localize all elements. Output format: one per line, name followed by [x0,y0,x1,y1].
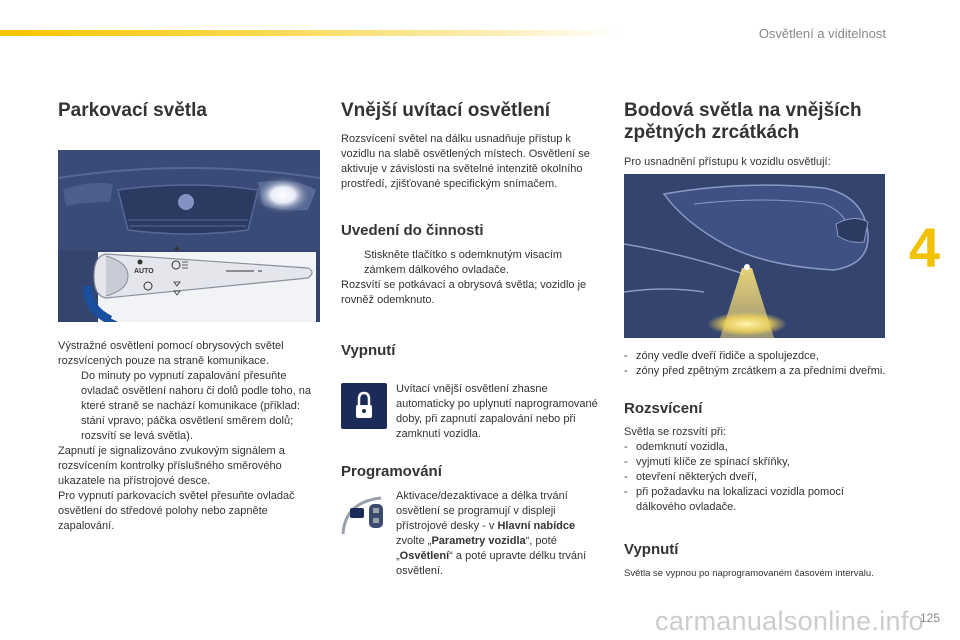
list-item: - otevření některých dveří, [624,471,758,483]
chapter-title: Osvětlení a viditelnost [758,26,886,41]
programming-section [341,463,603,480]
headlight-stalk-drawing [58,150,320,322]
programming-text: Aktivace/dezaktivace a délka trvání osvětlení se programují v displeji přístrojové desky - v Hlavní nabídce zvolte „Parametry vozidla“, poté „Osvětlení“ a poté upravte délku trvání osvětlení. [396,490,587,577]
lock-drawing [341,383,387,429]
header-accent-bar [0,30,620,36]
steering-controls-drawing [341,494,391,536]
list-item: - zóny vedle dveří řidiče a spolujezdce, [624,350,819,362]
off-text-block [396,382,604,442]
chapter-number: 4 [908,216,940,279]
menu-vehicle-parameters: Parametry vozidla [431,535,526,547]
activation-text: Rozsvítí se potkávací a obrysová světla; vozidlo je rovněž odemknuto. [341,279,587,306]
welcome-intro: Rozsvícení světel na dálku usnadňuje přístup k vozidlu na slabě osvětlených místech. Osvětlení se aktivuje v závislosti na světelné intenzitě okolního prostředí, zjišťované specifickým snímačem. [341,133,590,190]
section-title-parking-lights: Parkovací světla [58,100,207,121]
list-item: - odemknutí vozidla, [624,441,728,453]
steering-wheel-controls-icon [341,494,391,536]
menu-main: Hlavní nabídce [497,520,576,532]
svg-text:AUTO: AUTO [134,268,154,275]
column-parking-lights-text [58,339,320,534]
mirror-zones-list [624,349,886,581]
mirror-spotlight-drawing [624,174,885,338]
headlight-and-stalk-illustration [58,150,320,322]
list-item: - při požadavku na lokalizaci vozidla pomocí dálkového ovladače. [624,486,844,513]
section-title-off: Vypnutí [341,342,396,359]
section-title-mirror-spotlights: Bodová světla na vnějších zpětných zrcátkách [624,100,862,143]
section-title-lighting: Rozsvícení [624,400,703,417]
section-title-programming: Programování [341,463,442,480]
column-welcome-lighting [341,100,603,359]
welcome-off-text: Uvítací vnější osvětlení zhasne automaticky po uplynutí naprogramované doby, při zapnutí zapalování nebo při zamknutí vozidla. [396,383,598,440]
column-parking-lights [58,100,320,122]
activation-bullet [341,248,603,278]
parking-bullet-text: Do minuty po vypnutí zapalování přesuňte ovladač osvětlení nahoru či dolů podle toho, na které straně se nachází komunikace (příklad: stání vpravo; páčka osvětlení směrem dolů; rozsvítí se levá světla). [81,370,311,442]
mirror-spotlight-illustration [624,174,885,338]
mirror-off-text: Světla se vypnou po naprogramovaném časovém intervalu. [624,568,874,579]
page-number: 125 [919,611,940,625]
parking-paragraph-2: Zapnutí je signalizováno zvukovým signálem a rozsvícením kontrolky příslušného směrového ukazatele na přístrojové desce. [58,445,285,487]
programming-text-block [396,489,604,579]
column-mirror-spotlights [624,100,886,170]
parking-bullet-1 [58,369,320,444]
lighting-intro: Světla se rozsvítí při: [624,426,727,438]
section-title-welcome-lighting: Vnější uvítací osvětlení [341,100,551,121]
activation-bullet-text: Stiskněte tlačítko s odemknutým visacím zámkem dálkového ovladače. [364,249,563,276]
list-item: - vyjmutí klíče ze spínací skříňky, [624,456,790,468]
parking-paragraph-3: Pro vypnutí parkovacích světel přesuňte ovladač osvětlení do středové polohy nebo zapněte zapalování. [58,490,295,532]
section-title-activation: Uvedení do činnosti [341,222,484,239]
lock-icon [341,383,387,429]
menu-lighting: Osvětlení [399,550,450,562]
watermark: carmanualsonline.info [655,606,924,636]
list-item: - zóny před zpětným zrcátkem a za předními dveřmi. [624,365,886,377]
section-title-mirror-off: Vypnutí [624,541,679,558]
parking-paragraph-1: Výstražné osvětlení pomocí obrysových světel rozsvícených pouze na straně komunikace. [58,340,284,367]
mirror-intro: Pro usnadnění přístupu k vozidlu osvětlují: [624,156,831,168]
